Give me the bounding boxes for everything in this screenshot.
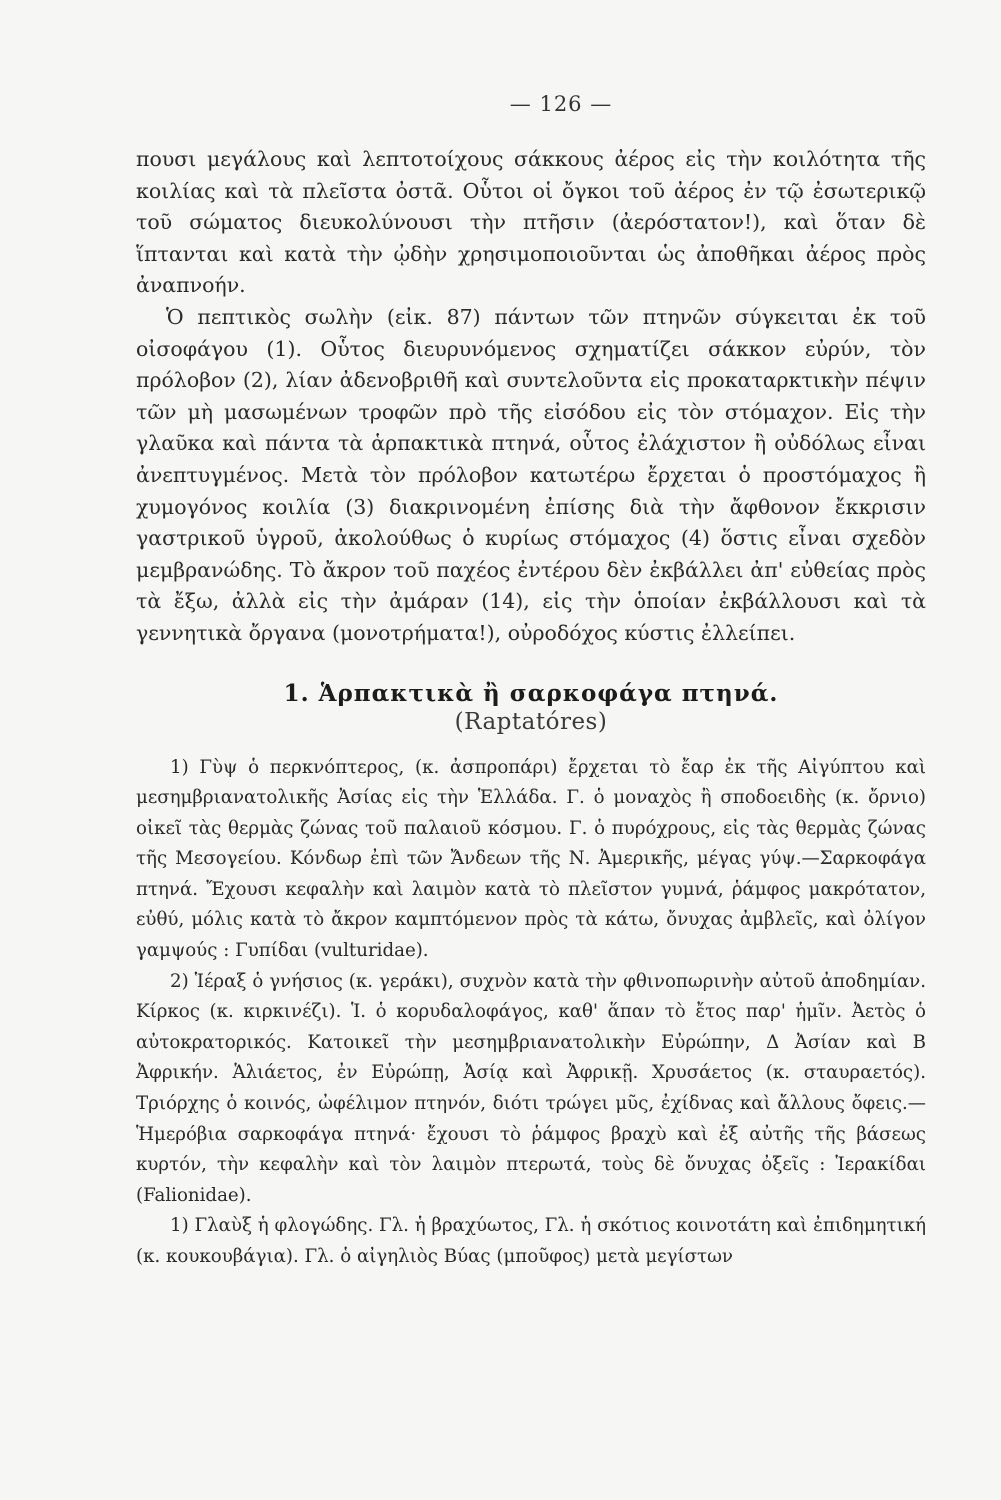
entry-paragraph-1: 1) Γὺψ ὁ περκνόπτερος, (κ. ἀσπροπάρι) ἔρχεται τὸ ἔαρ ἐκ τῆς Αἰγύπτου καὶ μεσημβριανατολικῆς Ἀσίας εἰς τὴν Ἑλλάδα. Γ. ὁ μοναχὸς ἢ σποδοειδὴς (κ. ὄρνιο) οἰκεῖ τὰς θερμὰς ζώνας τοῦ παλαιοῦ κόσμου. Γ. ὁ πυρόχρους, εἰς τὰς θερμὰς ζώνας τῆς Μεσογείου. Κόνδωρ ἐπὶ τῶν Ἄνδεων τῆς Ν. Ἀμερικῆς, μέγας γύψ.—Σαρκοφάγα πτηνά. Ἔχουσι κεφαλὴν καὶ λαιμὸν κατὰ τὸ πλεῖστον γυμνά, ῥάμφος μακρότατον, εὐθύ, μόλις κατὰ τὸ ἄκρον καμπτόμενον πρὸς τὰ κάτω, ὄνυχας ἀμβλεῖς, καὶ ὀλίγον γαμψούς : Γυπίδαι (vulturidae). [136, 756, 926, 962]
document-page [136, 92, 926, 1273]
entry-paragraph-2: 2) Ἱέραξ ὁ γνήσιος (κ. γεράκι), συχνὸν κατὰ τὴν φθινοπωρινὴν αὐτοῦ ἀποδημίαν. Κίρκος (κ. κιρκινέζι). Ἱ. ὁ κορυδαλοφάγος, καθ' ἅπαν τὸ ἔτος παρ' ἡμῖν. Ἀετὸς ὁ αὐτοκρατορικός. Κατοικεῖ τὴν μεσημβριανατολικὴν Εὐρώπην, Δ Ἀσίαν καὶ Β Ἀφρικήν. Ἁλιάετος, ἐν Εὐρώπῃ, Ἀσίᾳ καὶ Ἀφρικῇ. Χρυσάετος (κ. σταυραετός). Τριόρχης ὁ κοινός, ὠφέλιμον πτηνόν, διότι τρώγει μῦς, ἐχίδνας καὶ ἄλλους ὄφεις.—Ἡμερόβια σαρκοφάγα πτηνά· ἔχουσι τὸ ῥάμφος βραχὺ καὶ ἐξ αὐτῆς τῆς βάσεως κυρτόν, τὴν κεφαλὴν καὶ τὸν λαιμὸν πτερωτά, τοὺς δὲ ὄνυχας ὀξεῖς : Ἱερακίδαι (Falionidae). [136, 970, 926, 1206]
section-heading: 1. Ἁρπακτικὰ ἢ σαρκοφάγα πτηνά. [283, 679, 779, 707]
section-latin-name: (Raptatóres) [454, 708, 608, 735]
body-paragraph-2: Ὁ πεπτικὸς σωλὴν (εἰκ. 87) πάντων τῶν πτηνῶν σύγκειται ἐκ τοῦ οἰσοφάγου (1). Οὗτος διευρυνόμενος σχηματίζει σάκκον εὐρύν, τὸν πρόλοβον (2), λίαν ἀδενοβριθῆ καὶ συντελοῦντα εἰς προκαταρκτικὴν πέψιν τῶν μὴ μασωμένων τροφῶν πρὸ τῆς εἰσόδου εἰς τὸν στόμαχον. Εἰς τὴν γλαῦκα καὶ πάντα τὰ ἁρπακτικὰ πτηνά, οὗτος ἐλάχιστον ἢ οὐδόλως εἶναι ἀνεπτυγμένος. Μετὰ τὸν πρόλοβον κατωτέρω ἔρχεται ὁ προστόμαχος ἢ χυμογόνος κοιλία (3) διακρινομένη ἐπίσης διὰ τὴν ἄφθονον ἔκκρισιν γαστρικοῦ ὑγροῦ, ἀκολούθως ὁ κυρίως στόμαχος (4) ὅστις εἶναι σχεδὸν μεμβρανώδης. Τὸ ἄκρον τοῦ παχέος ἐντέρου δὲν ἐκβάλλει ἀπ' εὐθείας πρὸς τὰ ἔξω, ἀλλὰ εἰς τὴν ἀμάραν (14), εἰς τὴν ὁποίαν ἐκβάλλουσι καὶ τὰ γεννητικὰ ὄργανα (μονοτρήματα!), οὐροδόχος κύστις ἐλλείπει. [136, 304, 926, 645]
body-paragraph-1: πουσι μεγάλους καὶ λεπτοτοίχους σάκκους ἀέρος εἰς τὴν κοιλότητα τῆς κοιλίας καὶ τὰ πλεῖστα ὀστᾶ. Οὗτοι οἱ ὄγκοι τοῦ ἀέρος ἐν τῷ ἐσωτερικῷ τοῦ σώματος διευκολύνουσι τὴν πτῆσιν (ἀερόστατον!), καὶ ὅταν δὲ ἵπτανται καὶ κατὰ τὴν ᾠδὴν χρησιμοποιοῦνται ὡς ἀποθῆκαι ἀέρος πρὸς ἀναπνοήν. [136, 147, 926, 298]
entry-paragraph-3: 1) Γλαὺξ ἡ φλογώδης. Γλ. ἡ βραχύωτος, Γλ. ἡ σκότιος κοινοτάτη καὶ ἐπιδημητική (κ. κουκουβάγια). Γλ. ὁ αἰγηλιὸς Βύας (μποῦφος) μετὰ μεγίστων [136, 1215, 926, 1267]
page-number: — 126 — [509, 92, 613, 116]
